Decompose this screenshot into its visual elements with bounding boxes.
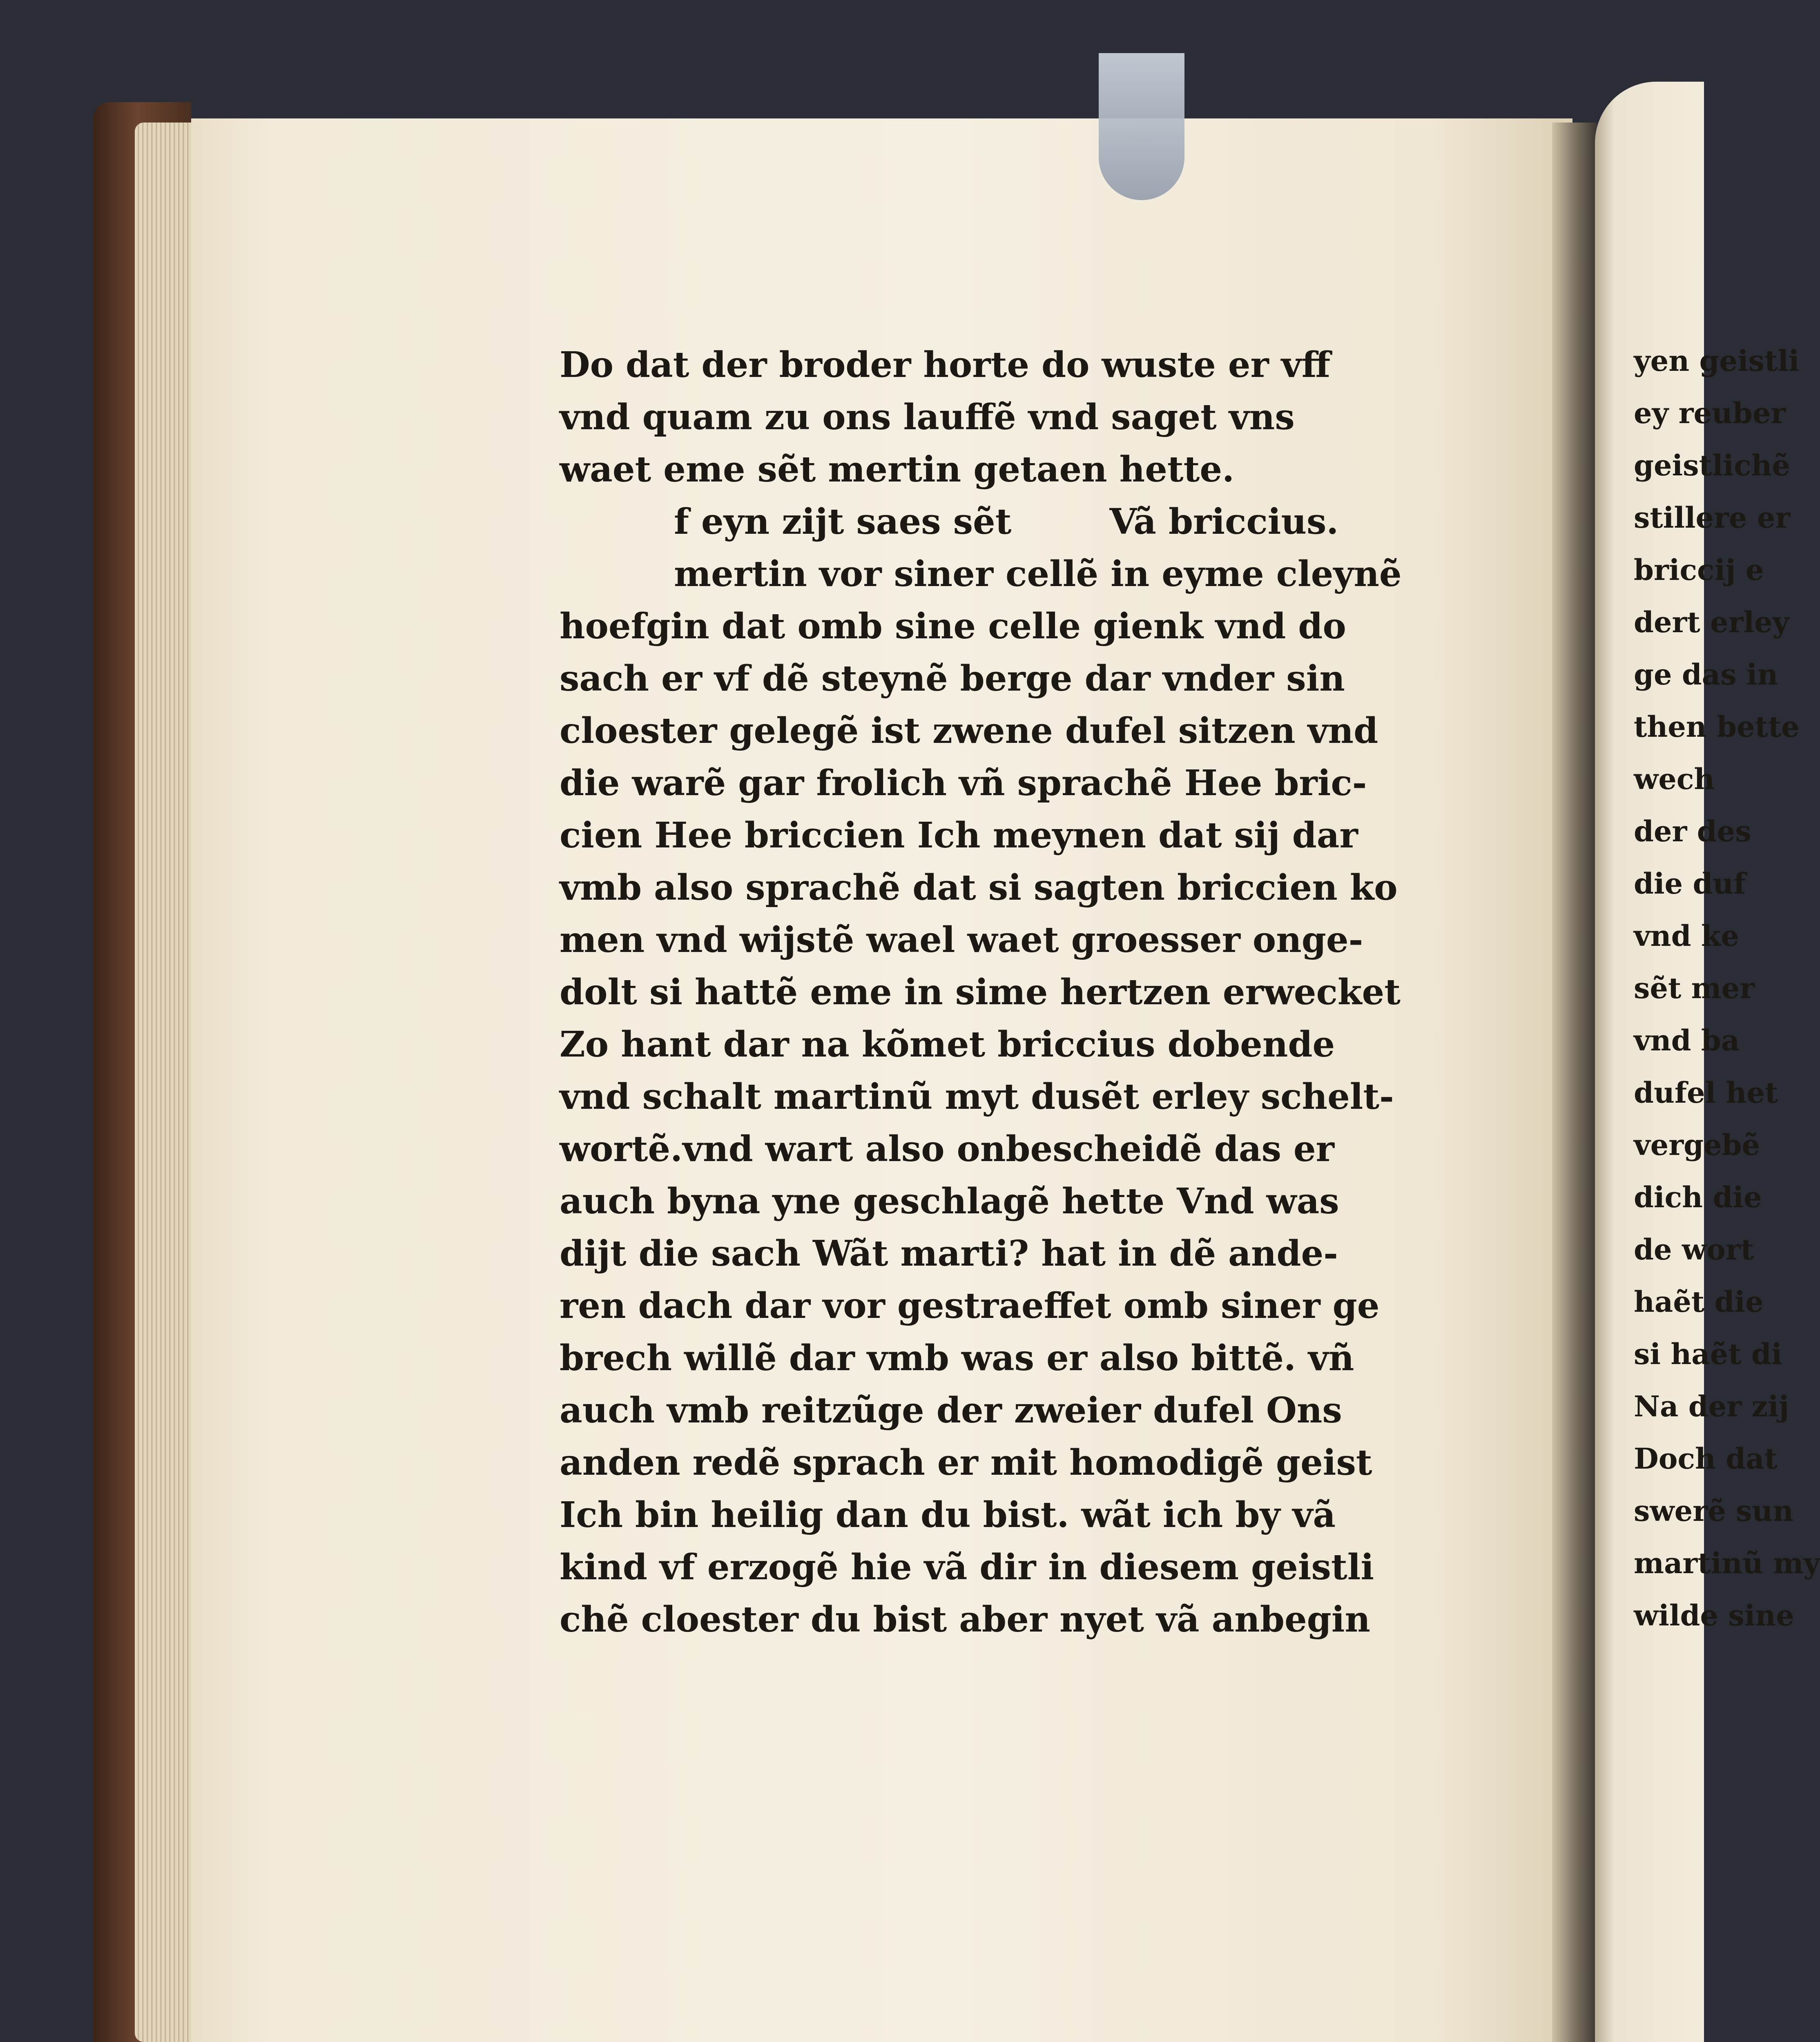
text-fragment: wilde sine bbox=[1634, 1598, 1794, 1632]
right-page-text bbox=[1634, 335, 1820, 1642]
text-line: die warẽ gar frolich vñ sprachẽ Hee bric- bbox=[560, 762, 1367, 804]
text-fragment: stillere er bbox=[1634, 501, 1791, 535]
text-fragment: dufel het bbox=[1634, 1076, 1778, 1110]
chapter-heading bbox=[560, 496, 1401, 548]
text-fragment: wech bbox=[1634, 762, 1715, 796]
heading-left: f eyn zijt saes sẽt bbox=[674, 501, 1012, 542]
text-fragment: yen geistli bbox=[1634, 344, 1800, 378]
text-fragment: haẽt die bbox=[1634, 1285, 1764, 1319]
text-line: Ich bin heilig dan du bist. wãt ich by vã bbox=[560, 1494, 1336, 1536]
text-line: mertin vor siner cellẽ in eyme cleynẽ bbox=[674, 553, 1402, 595]
text-fragment: vnd ba bbox=[1634, 1023, 1740, 1057]
text-fragment: geistlichẽ bbox=[1634, 448, 1791, 482]
text-line: Do dat der broder horte do wuste er vff bbox=[560, 344, 1331, 386]
text-line: waet eme sẽt mertin getaen hette. bbox=[560, 449, 1235, 490]
text-line: vnd schalt martinũ myt dusẽt erley schelt- bbox=[560, 1076, 1394, 1117]
text-line: auch bynа yne geschlagẽ hette Vnd was bbox=[560, 1181, 1339, 1222]
text-fragment: de wort bbox=[1634, 1233, 1754, 1266]
text-fragment: sẽt mer bbox=[1634, 971, 1755, 1005]
gutter bbox=[1552, 123, 1597, 2042]
text-line: auch vmb reitzũge der zweier dufel Ons bbox=[560, 1390, 1342, 1431]
text-line: vnd quam zu ons lauffẽ vnd saget vns bbox=[560, 397, 1295, 438]
page-clip-top bbox=[1099, 53, 1184, 200]
text-fragment: vergebẽ bbox=[1634, 1128, 1760, 1162]
text-line: anden redẽ sprach er mit homodigẽ geist bbox=[560, 1442, 1372, 1483]
text-fragment: Na der zij bbox=[1634, 1389, 1789, 1423]
text-line: ren dach dar vor gestraeffet omb siner ge bbox=[560, 1285, 1380, 1326]
text-line: dolt si hattẽ eme in sime hertzen erwecket bbox=[560, 972, 1401, 1013]
text-fragment: briccij e bbox=[1634, 553, 1764, 587]
text-fragment: then bette bbox=[1634, 710, 1800, 744]
text-fragment: ey reuber bbox=[1634, 396, 1786, 430]
text-fragment: Doch dat bbox=[1634, 1442, 1778, 1476]
text-line: men vnd wijstẽ wael waet groesser onge- bbox=[560, 919, 1363, 961]
text-fragment: ge das in bbox=[1634, 658, 1778, 691]
text-fragment: swerẽ sun bbox=[1634, 1494, 1794, 1528]
text-fragment: dert erley bbox=[1634, 605, 1789, 639]
text-line: cien Hee briccien Ich meynen dat sij dar bbox=[560, 815, 1358, 856]
text-line: dijt die sach Wãt marti? hat in dẽ ande- bbox=[560, 1233, 1338, 1274]
text-line: hoefgin dat omb sine celle gienk vnd do bbox=[560, 606, 1346, 647]
text-fragment: martinũ my bbox=[1634, 1546, 1820, 1580]
text-fragment: der des bbox=[1634, 814, 1751, 848]
text-line: kind vf erzogẽ hie vã dir in diesem geistli bbox=[560, 1547, 1374, 1588]
text-line: cloester gelegẽ ist zwene dufel sitzen vnd bbox=[560, 710, 1378, 751]
text-line: vmb also sprachẽ dat si sagten briccien ko bbox=[560, 867, 1398, 908]
text-fragment: si haẽt di bbox=[1634, 1337, 1782, 1371]
text-line: Zo hant dar na kõmet briccius dobende bbox=[560, 1024, 1335, 1065]
text-line: wortẽ.vnd wart also onbescheidẽ das er bbox=[560, 1128, 1334, 1170]
text-fragment: vnd ke bbox=[1634, 919, 1739, 953]
text-fragment: dich die bbox=[1634, 1180, 1762, 1214]
heading-right: Vã briccius. bbox=[1109, 501, 1339, 542]
text-line: brech willẽ dar vmb was er also bittẽ. vñ bbox=[560, 1338, 1354, 1379]
left-page-text bbox=[560, 339, 1401, 1646]
text-line: chẽ cloester du bist aber nyet vã anbegin bbox=[560, 1599, 1371, 1640]
text-fragment: die duf bbox=[1634, 867, 1746, 901]
text-line: sach er vf dẽ steynẽ berge dar vnder sin bbox=[560, 658, 1345, 699]
